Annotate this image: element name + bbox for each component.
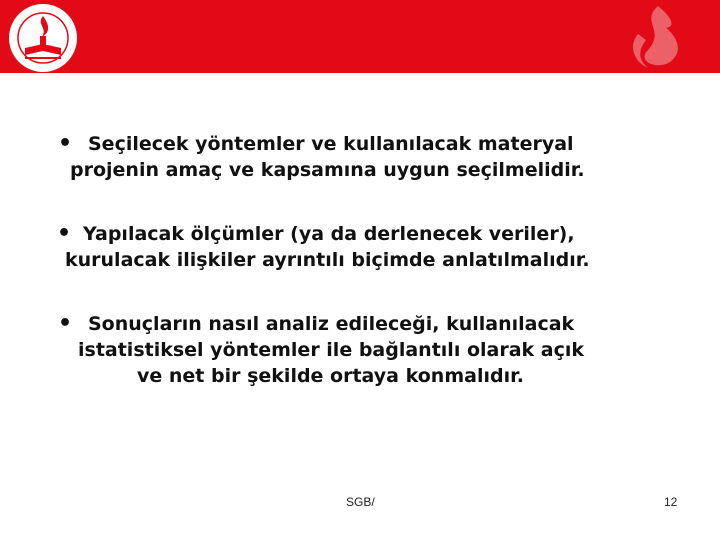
bullet-dot-icon: • xyxy=(57,221,72,246)
bullet-item xyxy=(58,311,585,389)
bullet-text-line: ve net bir şekilde ortaya konmalıdır. xyxy=(137,365,524,387)
bullet-item xyxy=(58,131,585,183)
bullet-text-line: projenin amaç ve kapsamına uygun seçilmelidir. xyxy=(70,159,585,181)
bullet-text-line: Sonuçların nasıl analiz edileceği, kullanılacak xyxy=(88,313,575,335)
bullet-item xyxy=(57,221,590,273)
bullet-text-line: Seçilecek yöntemler ve kullanılacak materyal xyxy=(88,133,574,155)
bullet-text-line: istatistiksel yöntemler ile bağlantılı olarak açık xyxy=(78,339,585,361)
footer-label: SGB/ xyxy=(346,495,375,509)
bullet-text-line: Yapılacak ölçümler (ya da derlenecek veriler), xyxy=(83,223,575,245)
bullet-dot-icon: • xyxy=(58,311,73,336)
bullet-dot-icon: • xyxy=(58,131,73,156)
bullet-text-line: kurulacak ilişkiler ayrıntılı biçimde anlatılmalıdır. xyxy=(65,249,590,271)
page-number: 12 xyxy=(664,495,678,509)
